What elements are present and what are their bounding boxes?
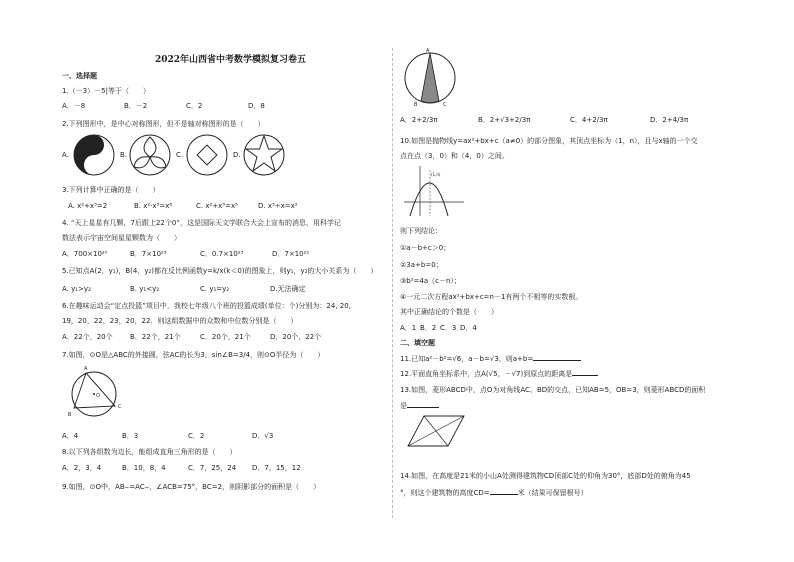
- answer-blank: [407, 407, 439, 408]
- star-in-circle-figure: [242, 133, 286, 177]
- section-choice-heading: 一、选择题: [62, 72, 97, 80]
- option: C．7，25，24: [188, 464, 237, 472]
- question-10-intro: 则下列结论：: [400, 227, 442, 235]
- option: D．20个，22个: [270, 333, 322, 341]
- question-1: 1.（－3）－5|等于（ ）: [62, 87, 150, 95]
- option: A. x²+x³=2: [68, 202, 108, 210]
- circumscribed-circle-figure: [62, 368, 126, 420]
- section-fill-heading: 二、填空题: [400, 339, 435, 347]
- option: C. y₁=y₂: [200, 285, 230, 293]
- option: B．10，8，4: [122, 464, 166, 472]
- figure-label: B: [68, 412, 72, 418]
- question-14-tail: 米（结果可保留根号）: [517, 489, 588, 497]
- option: D．7×10²²: [272, 250, 310, 258]
- option: A．1: [400, 324, 417, 332]
- answer-blank: [572, 375, 598, 376]
- figure-label: O: [96, 393, 100, 399]
- option: B. y₁<y₂: [130, 285, 160, 293]
- question-13-line2: [400, 402, 439, 411]
- option: D．7，15，12: [252, 464, 301, 472]
- question-13-text: 是: [400, 402, 407, 410]
- figure-label: C: [118, 404, 122, 410]
- question-7: 7.如图，⊙O是△ABC的外接圆，弦AC的长为3，sin∠B=3/4，则⊙O半径为（ ）: [62, 351, 325, 359]
- question-12: [400, 370, 598, 379]
- question-3: 3.下列计算中正确的是（ ）: [62, 186, 160, 194]
- answer-blank: [533, 360, 581, 361]
- option: A．4: [62, 432, 79, 440]
- option: B．7×10²³: [130, 250, 167, 258]
- question-14-line2: [400, 489, 588, 498]
- question-4-line1: 4. “天上星星有几颗，7后跟上22个0”，这是国际天文学联合大会上宣布的消息，用科学记: [62, 219, 341, 227]
- question-6-line2: 19，20，22，23，20，22．则这组数据中的众数和中位数分别是（ ）: [62, 317, 298, 325]
- option: B．22个，21个: [130, 333, 181, 341]
- shaded-sector-circle-figure: [400, 50, 460, 106]
- yin-yang-figure: [72, 133, 116, 177]
- question-10-line2: 点在点（3，0）和（4，0）之间。: [400, 152, 509, 160]
- question-5: 5.已知点A(2，y₁)，B(4，y₂)都在反比例函数y=k/x(k＜0)的图象上，则y₁，y₂的大小关系为（ ）: [62, 267, 378, 275]
- question-10-statement: ①a－b+c＞0；: [400, 244, 451, 252]
- option: A．2+2/3π: [400, 116, 438, 124]
- question-10-line1: 10.如图是抛物线y=ax²+bx+c（a≠0）的部分图象，其顶点坐标为（1，n），且与x轴的一个交: [400, 137, 698, 145]
- option: B．2+√3+2/3π: [478, 116, 531, 124]
- option: B．2: [420, 324, 437, 332]
- option-label: A.: [62, 151, 69, 159]
- question-10-statement: ③b²=4a（c－n）；: [400, 277, 461, 285]
- question-9: 9.如图，⊙O中，AB⌢=AC⌢，∠ACB=75°，BC=2，则阴影部分的面积是（ ）: [62, 483, 321, 491]
- option: D. x³÷x=x²: [258, 202, 298, 210]
- question-2: 2.下列图形中，是中心对称图形，但不是轴对称图形的是（ ）: [62, 120, 265, 128]
- question-10-statement: ②3a+b=0；: [400, 261, 443, 269]
- option: D.无法确定: [270, 285, 306, 293]
- three-petal-figure: [128, 133, 172, 177]
- option: C．2: [186, 102, 203, 110]
- figure-label: A: [426, 48, 430, 54]
- question-11: [400, 355, 581, 364]
- circle-square-figure: [185, 133, 229, 177]
- option: A．－8: [62, 102, 86, 110]
- option: B. x²·x³=x⁶: [134, 202, 173, 210]
- vertex-label: (1,n): [431, 172, 441, 177]
- option: A．2，3，4: [62, 464, 102, 472]
- option: B．3: [122, 432, 139, 440]
- option: C．2: [188, 432, 205, 440]
- question-12-text: 12.平面直角坐标系中，点A(√5，－√7)到原点的距离是: [400, 370, 573, 378]
- question-6-line1: 6.在趣味运动会“定点投篮”项目中，我校七年级八个班的投篮成绩(单位：个)分别为：24, 20,: [62, 302, 351, 310]
- option: C．0.7×10²³: [200, 250, 244, 258]
- question-14-text: °，则这个建筑物的高度CD=: [400, 489, 490, 497]
- option: D．4: [460, 324, 477, 332]
- option: A. y₁>y₂: [62, 285, 91, 293]
- option-label: B.: [120, 151, 128, 159]
- option-label: D.: [233, 151, 241, 159]
- option: C. x²+x³=x⁵: [196, 202, 238, 210]
- option: B．－2: [124, 102, 148, 110]
- question-11-text: 11.已知a²－b²=√6，a－b=√3，则a+b=: [400, 355, 534, 363]
- question-4-line2: 数法表示宇宙空间星星颗数为（ ）: [62, 234, 181, 242]
- option: C．3: [440, 324, 457, 332]
- question-8: 8.以下列各组数为边长，能组成直角三角形的是（ ）: [62, 448, 237, 456]
- option: D．√3: [252, 432, 274, 440]
- question-13-line1: 13.如图，菱形ABCD中，点O为对角线AC、BD的交点，已知AB=5，OB=3，则菱形ABCD的面积: [400, 386, 706, 394]
- figure-label: A: [84, 366, 88, 372]
- answer-blank: [490, 494, 518, 495]
- figure-label: B: [414, 102, 418, 108]
- option: A．700×10²⁰: [62, 250, 108, 258]
- question-10-statement: ④一元二次方程ax²+bx+c=n－1有两个不相等的实数根。: [400, 293, 583, 301]
- option: C．4+2/3π: [570, 116, 608, 124]
- column-divider: [392, 48, 393, 518]
- question-10-ask: 其中正确结论的个数是（ ）: [400, 308, 498, 316]
- option-label: C.: [176, 151, 184, 159]
- option: C．20个，21个: [200, 333, 251, 341]
- option: A．22个，20个: [62, 333, 113, 341]
- figure-label: C: [443, 102, 447, 108]
- option: D．2+4/3π: [650, 116, 689, 124]
- option: D．8: [248, 102, 265, 110]
- question-14-line1: 14.如图，在高度是21米的小山A处测得建筑物CD顶部C处的仰角为30°，底部D处的俯角为45: [400, 472, 691, 480]
- rhombus-figure: [404, 412, 468, 452]
- page-title: 2022年山西省中考数学模拟复习卷五: [155, 55, 307, 65]
